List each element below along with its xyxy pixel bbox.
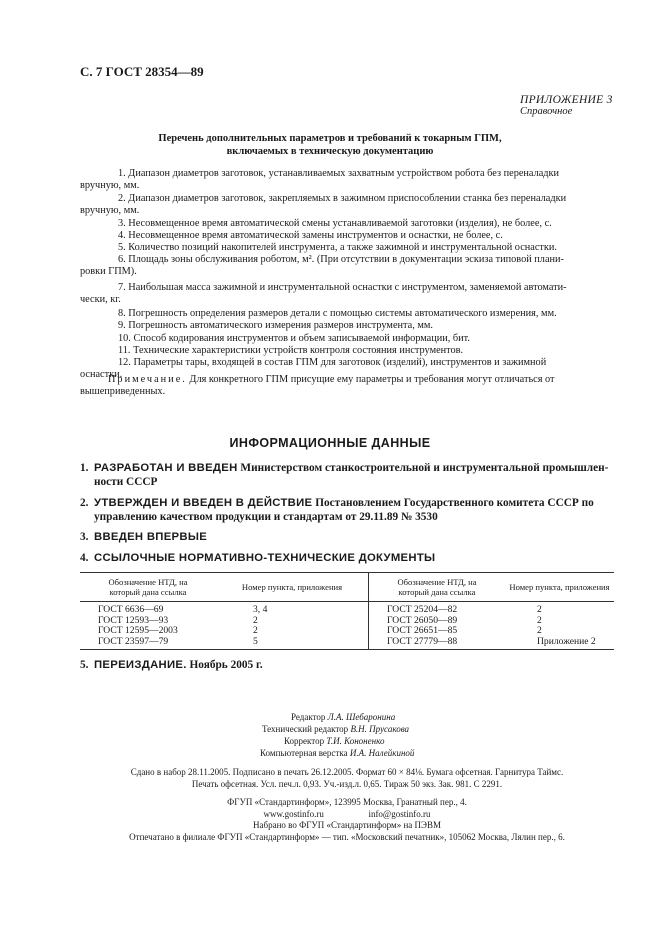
credits — [260, 711, 560, 759]
info-section-3: 3. ВВЕДЕН ВПЕРВЫЕ — [80, 531, 208, 543]
reference-table — [80, 572, 614, 650]
list-item-2: 2. Диапазон диаметров заготовок, закрепляемых в зажимном приспособлении станка без переналадки вручную, мм. — [80, 193, 567, 217]
info-section-4: 4. ССЫЛОЧНЫЕ НОРМАТИВНО-ТЕХНИЧЕСКИЕ ДОКУМЕНТЫ — [80, 552, 436, 564]
info-title: ИНФОРМАЦИОННЫЕ ДАННЫЕ — [229, 436, 431, 450]
page-header: С. 7 ГОСТ 28354—89 — [80, 64, 204, 79]
credit-proofreader: Корректор Т.И. Кононенко — [284, 736, 385, 746]
imprint-links — [80, 809, 614, 821]
appendix-title: ПРИЛОЖЕНИЕ 3 — [520, 94, 613, 106]
list-item-12: 12. Параметры тары, входящей в состав ГПМ для заготовок (изделий), инструментов и зажимной оснастки. — [80, 357, 547, 381]
list-item-6: 6. Площадь зоны обслуживания роботом, м². (При отсутствии в документации эскиза типовой плани- ровки ГПМ). — [80, 254, 564, 278]
imprint-line-3: ФГУП «Стандартинформ», 123995 Москва, Гранатный пер., 4. — [227, 797, 467, 807]
table-row: ГОСТ 12595—2003 2 ГОСТ 26651—85 2 — [98, 625, 542, 636]
note-text-line1: Для конкретного ГПМ присущие ему параметры и требования могут отличаться от — [186, 374, 555, 385]
note-label: Примечание. — [108, 374, 187, 385]
imprint-line-2: Печать офсетная. Усл. печ.л. 0,93. Уч.-изд.л. 0,65. Тираж 50 экз. Зак. 981. С 2291. — [191, 778, 503, 789]
list-item-10: 10. Способ кодирования инструментов и объем записываемой информации, бит. — [118, 333, 470, 344]
table-row: ГОСТ 6636—69 3, 4 ГОСТ 25204—82 2 — [80, 602, 614, 616]
list-title-line2: включаемых в техническую документацию — [226, 146, 434, 157]
list-item-4: 4. Несовмещенное время автоматической замены инструментов и оснастки, не более, с. — [118, 230, 503, 241]
info-section-5: 5. ПЕРЕИЗДАНИЕ. Ноябрь 2005 г. — [80, 659, 263, 671]
list-title-line1: Перечень дополнительных параметров и требований к токарным ГПМ, — [158, 133, 502, 144]
appendix-subtitle: Справочное — [520, 106, 573, 117]
list-title — [80, 132, 580, 158]
email-link[interactable]: info@gostinfo.ru — [368, 808, 431, 819]
list-item-11: 11. Технические характеристики устройств контроля состояния инструментов. — [118, 345, 464, 356]
credit-editor: Редактор Л.А. Шебаронина — [291, 712, 396, 722]
note-text-line2: вышеприведенных. — [80, 386, 166, 398]
list-item-1: 1. Диапазон диаметров заготовок, устанавливаемых захватным устройством робота без переналадки вручную, мм. — [80, 168, 560, 192]
note — [80, 374, 614, 399]
info-section-1: 1. РАЗРАБОТАН И ВВЕДЕН Министерством станкостроительной и инструментальной промышлен- ности СССР — [80, 462, 609, 488]
table-row: ГОСТ 12593—93 2 ГОСТ 26050—89 2 — [98, 614, 542, 626]
list-item-5: 5. Количество позиций накопителей инструмента, а также зажимной и инструментальной оснастки. — [118, 242, 558, 253]
table-row: ГОСТ 23597—79 5 ГОСТ 27779—88 Приложение 2 — [80, 637, 614, 650]
col-header-designation-1: Обозначение НТД, на который дана ссылка — [80, 573, 216, 602]
reference-table-header — [80, 573, 614, 602]
info-section-2: 2. УТВЕРЖДЕН И ВВЕДЕН В ДЕЙСТВИЕ Постановлением Государственного комитета СССР по управлению качеством продукции и стандартам от 29.11.89 № 3530 — [80, 497, 594, 523]
imprint-line-6: Отпечатано в филиале ФГУП «Стандартинформ» — тип. «Московский печатник», 105062 Москва, Лялин пер., 6. — [129, 831, 565, 842]
col-header-designation-2: Обозначение НТД, на который дана ссылка — [369, 573, 506, 602]
credit-layout: Компьютерная верстка И.А. Налейкиной — [260, 748, 415, 758]
credit-tech-editor: Технический редактор В.Н. Прусакова — [262, 724, 410, 734]
imprint-print-info — [80, 767, 614, 790]
col-header-item-number-2: Номер пункта, приложения — [505, 573, 614, 602]
col-header-item-number-1: Номер пункта, приложения — [216, 573, 369, 602]
list-item-7: 7. Наибольшая масса зажимной и инструментальной оснастки с инструментом, заменяемой автомати- чески, кг. — [80, 282, 567, 306]
website-link[interactable]: www.gostinfo.ru — [263, 808, 324, 819]
list-item-3: 3. Несовмещенное время автоматической смены устанавливаемой заготовки (изделия), не более, с. — [118, 218, 552, 229]
list-item-9: 9. Погрешность автоматического измерения размеров инструмента, мм. — [118, 320, 433, 331]
imprint-publisher — [80, 797, 614, 843]
imprint-line-5: Набрано во ФГУП «Стандартинформ» на ПЭВМ — [253, 820, 441, 830]
imprint-line-1: Сдано в набор 28.11.2005. Подписано в печать 26.12.2005. Формат 60 × 84⅛. Бумага офсетная. Гарнитура Таймс. — [130, 767, 564, 777]
list-item-8: 8. Погрешность определения размеров детали с помощью системы автоматического измерения, мм. — [118, 308, 557, 319]
